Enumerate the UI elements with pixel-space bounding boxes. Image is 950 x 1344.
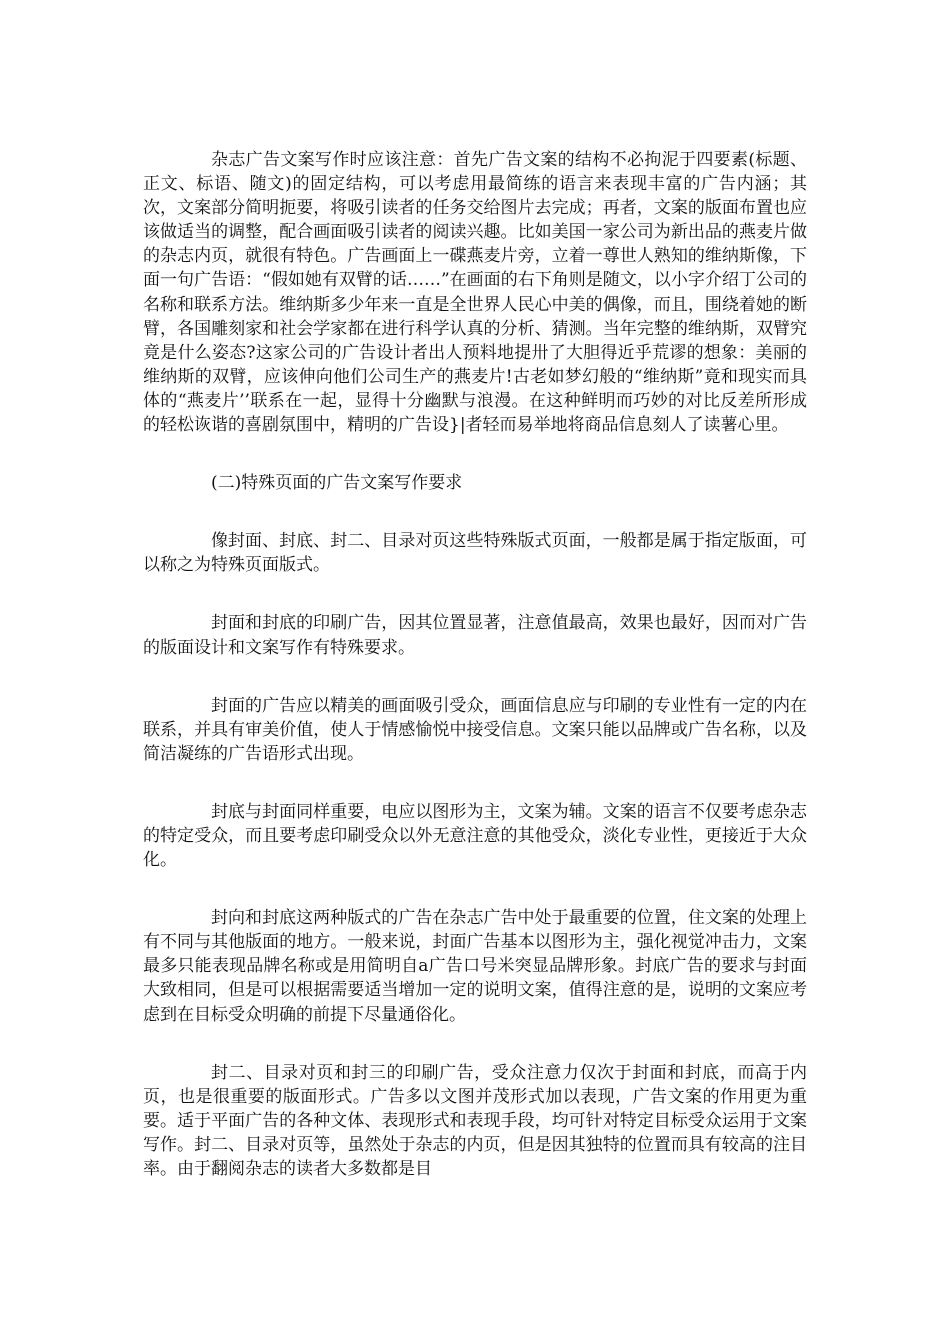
paragraph-special-page-formats: 像封面、封底、封二、目录对页这些特殊版式页面，一般都是属于指定版面，可以称之为特殊页面版式。 bbox=[143, 531, 807, 576]
section-heading-special-pages: (二)特殊页面的广告文案写作要求 bbox=[211, 473, 463, 494]
paragraph-cover-and-back-cover-position: 封向和封底这两种版式的广告在杂志广告中处于最重要的位置，住文案的处理上有不同与其他版面的地方。一般来说，封面广告基本以图形为主，强化视觉冲击力，文案最多只能表现品牌名称或是用简明自a广告口号米突显品牌形象。封底广告的要求与封面大致相同，但是可以根据需要适当增加一定的说明文案，值得注意的是，说明的文案应考虑到在目标受众明确的前提下尽量通俗化。 bbox=[143, 908, 807, 1025]
paragraph-cover-back-cover: 封面和封底的印刷广告，因其位置显著，注意值最高，效果也最好，因而对广告的版面设计和文案写作有特殊要求。 bbox=[143, 613, 807, 658]
paragraph-cover-ad: 封面的广告应以精美的画面吸引受众，画面信息应与印刷的专业性有一定的内在联系，并具有审美价值，使人于情感愉悦中接受信息。文案只能以品牌或广告名称，以及简洁凝练的广告语形式出现。 bbox=[143, 695, 807, 764]
document-body bbox=[143, 148, 807, 1215]
paragraph-back-cover-ad: 封底与封面同样重要，电应以图形为主，文案为辅。文案的语言不仅要考虑杂志的特定受众，而且要考虑印刷受众以外无意注意的其他受众，淡化专业性，更接近于大众化。 bbox=[143, 801, 807, 871]
paragraph-inside-cover-ads: 封二、目录对页和封三的印刷广告，受众注意力仅次于封面和封底，而高于内页，也是很重要的版面形式。广告多以文图并茂形式加以表现，广告文案的作用更为重要。适于平面广告的各种文体、表现形式和表现手段，均可针对特定目标受众运用于文案写作。封二、目录对页等，虽然处于杂志的内页，但是因其独特的位置而具有较高的注目率。由于翻阅杂志的读者大多数都是目 bbox=[143, 1062, 807, 1179]
paragraph-venus-oatmeal-ad: 杂志广告文案写作时应该注意：首先广告文案的结构不必拘泥于四要素(标题、正文、标语、随文)的固定结构，可以考虑用最简练的语言来表现丰富的广告内涵；其次，文案部分简明扼要，将吸引读者的任务交给图片去完成；再者，文案的版面布置也应该做适当的调整，配合画面吸引读者的阅读兴趣。比如美国一家公司为新出品的燕麦片做的杂志内页，就很有特色。广告画面上一碟燕麦片旁，立着一尊世人熟知的维纳斯像，下面一句广告语：“假如她有双臂的话……”在画面的右下角则是随文，以小字介绍丁公司的名称和联系方法。维纳斯多少年来一直是全世界人民心中美的偶像，而且，围绕着她的断臂，各国雕刻家和社会学家都在进行科学认真的分析、猜测。当年完整的维纳斯，双臂究竟是什么姿态?这家公司的广告设计者出人预料地提卅了大胆得近乎荒谬的想象：美丽的维纳斯的双臂，应该伸向他们公司生产的燕麦片!古老如梦幻般的“维纳斯”竟和现实而具体的“燕麦片’’联系在一起，显得十分幽默与浪漫。在这种鲜明而巧妙的对比反差所形成的轻松诙谐的喜剧氛围中，精明的广告设}|者轻而易举地将商品信息刻人了读薯心里。 bbox=[143, 150, 807, 436]
